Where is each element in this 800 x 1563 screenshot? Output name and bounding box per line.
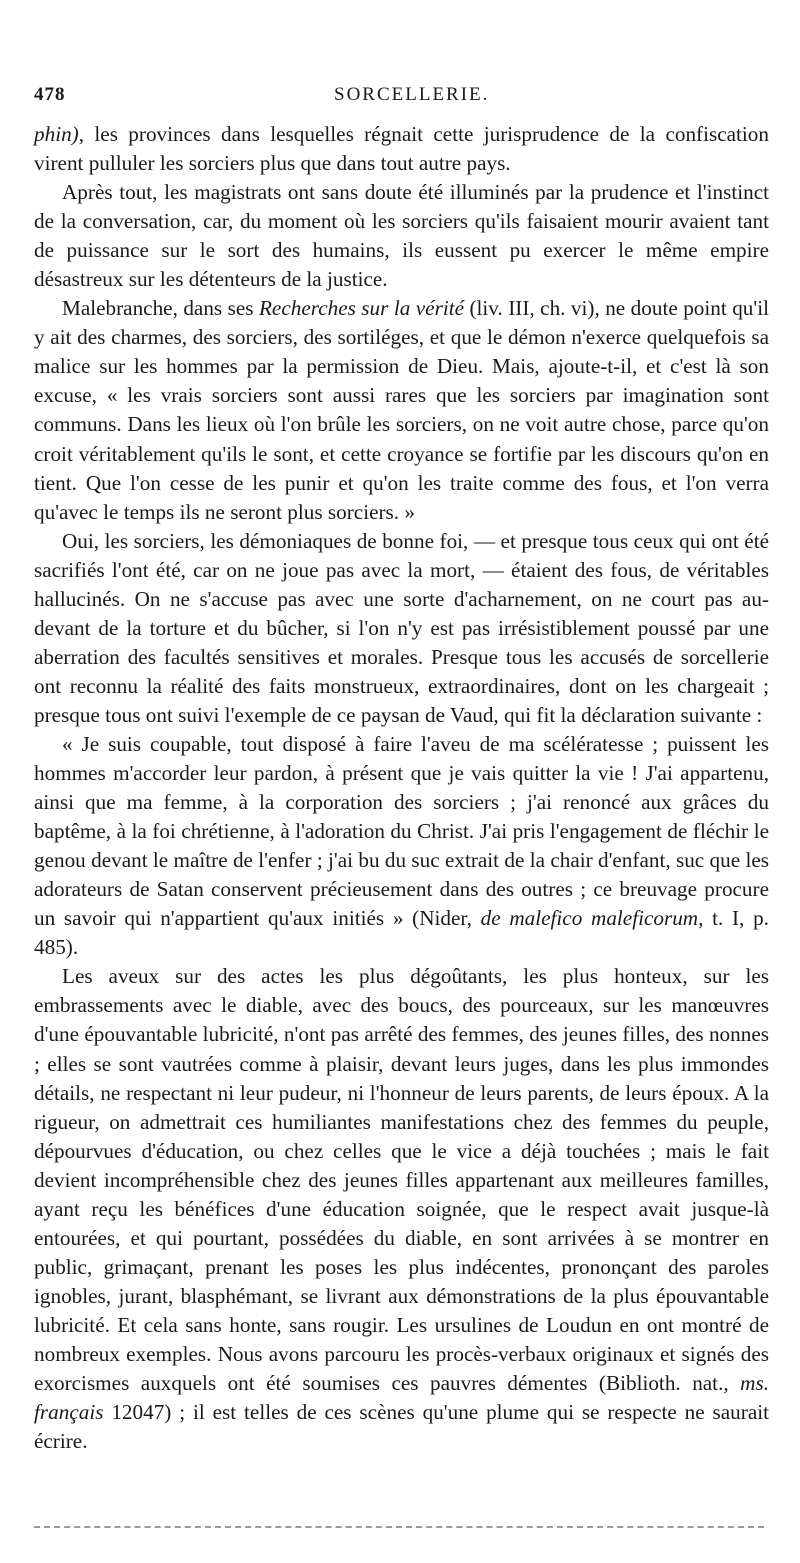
paragraph-3-before: Malebranche, dans ses [62,296,259,321]
paragraph-1-italic: phin) [34,122,79,146]
paragraph-5-after: , t. I, p. 485). [34,906,769,960]
paragraph-6-after: 12047) ; il est telles de ces scènes qu'une plume qui se respecte ne saurait écrire. [34,1400,769,1454]
paragraph-6-italic: ms. français [34,1371,769,1425]
paragraph-3-after: (liv. III, ch. vi), ne doute point qu'il y ait des charmes, des sorciers, des sortiléges, et que le démon n'exerce quelquefois sa malice sur les hommes par la permission de Dieu. Mais, ajoute-t-il, et c'est là son excuse, « les vrais sorciers sont aussi rares que les sorciers par imagination sont communs. Dans les lieux où l'on brûle les sorciers, on ne voit autre chose, parce qu'on croit véritablement qu'ils le sont, et cette croyance se fortifie par les discours qu'on en tient. Que l'on cesse de les punir et qu'on les traite comme des fous, et l'on verra qu'avec le temps ils ne seront plus sorciers. » [34,296,769,524]
paragraph-5-before: « Je suis coupable, tout disposé à faire l'aveu de ma scélératesse ; puissent les hommes m'accorder leur pardon, à présent que je vais quitter la vie ! J'ai appartenu, ainsi que ma femme, à la corporation des sorciers ; j'ai renoncé aux grâces du baptême, à la foi chrétienne, à l'adoration du Christ. J'ai pris l'engagement de fléchir le genou devant le maître de l'enfer ; j'ai bu du suc extrait de la chair d'enfant, suc que les adorateurs de Satan conservent précieusement dans des outres ; ce breuvage procure un savoir qui n'appartient qu'aux initiés » (Nider, [34,731,769,931]
paragraph-6-before: Les aveux sur des actes les plus dégoûtants, les plus honteux, sur les embrassements avec le diable, avec des boucs, des pourceaux, sur les manœuvres d'une épouvantable lubricité, n'ont pas arrêté des femmes, des jeunes filles, des nonnes ; elles se sont vautrées comme à plaisir, devant leurs juges, dans les plus immondes détails, ne respectant ni leur pudeur, ni l'honneur de leurs parents, de leurs époux. A la rigueur, on admettrait ces humiliantes manifestations chez des femmes du peuple, dépourvues d'éducation, ou chez celles que le vice a déjà touchées ; mais le fait devient incompréhensible chez des jeunes filles appartenant aux meilleures familles, ayant reçu les bénéfices d'une éducation soignée, que le respect avait jusque-là entourées, et qui pourtant, possédées du diable, en sont arrivées à se montrer en public, grimaçant, prenant les poses les plus indécentes, prononçant des paroles ignobles, jurant, blasphémant, se livrant aux démonstrations de la plus épouvantable lubricité. Et cela sans honte, sans rougir. Les ursulines de Loudun en ont montré de nombreux exemples. Nous avons parcouru les procès-verbaux originaux et signés des exorcismes auxquels ont été soumises ces pauvres démentes (Biblioth. nat., [34,964,769,1396]
body-text [34,120,769,1456]
page-header [34,84,769,120]
paragraph-5 [34,730,769,962]
paragraph-6 [34,962,769,1456]
paragraph-4-text: Oui, les sorciers, les démoniaques de bonne foi, — et presque tous ceux qui ont été sacrifiés l'ont été, car on ne joue pas avec la mort, — étaient des fous, de véritables hallucinés. On ne s'accuse pas avec une sorte d'acharnement, on ne court pas au-devant de la torture et du bûcher, si l'on n'y est pas irrésistiblement poussé par une aberration des facultés sensitives et morales. Presque tous les accusés de sorcellerie ont reconnu la réalité des faits monstrueux, extraordinaires, dont on les chargeait ; presque tous ont suivi l'exemple de ce paysan de Vaud, qui fit la déclaration suivante : [34,528,769,727]
paragraph-5-italic: de malefico maleficorum [480,906,699,931]
footer-rule [34,1526,764,1528]
paragraph-2 [34,178,769,294]
paragraph-3 [34,294,769,526]
paragraph-1 [34,120,769,178]
book-page [34,84,769,1456]
running-title: SORCELLERIE. [334,84,490,105]
paragraph-1-text: , les provinces dans lesquelles régnait cette jurisprudence de la confiscation virent pulluler les sorciers plus que dans tout autre pays. [34,122,769,176]
page-number: 478 [34,84,66,105]
paragraph-4 [34,527,769,730]
paragraph-2-text: Après tout, les magistrats ont sans doute été illuminés par la prudence et l'instinct de la conversation, car, du moment où les sorciers qu'ils faisaient mourir avaient tant de puissance sur le sort des humains, ils eussent pu exercer le même empire désastreux sur les détenteurs de la justice. [34,180,769,292]
paragraph-3-italic: Recherches sur la vérité [258,296,464,321]
